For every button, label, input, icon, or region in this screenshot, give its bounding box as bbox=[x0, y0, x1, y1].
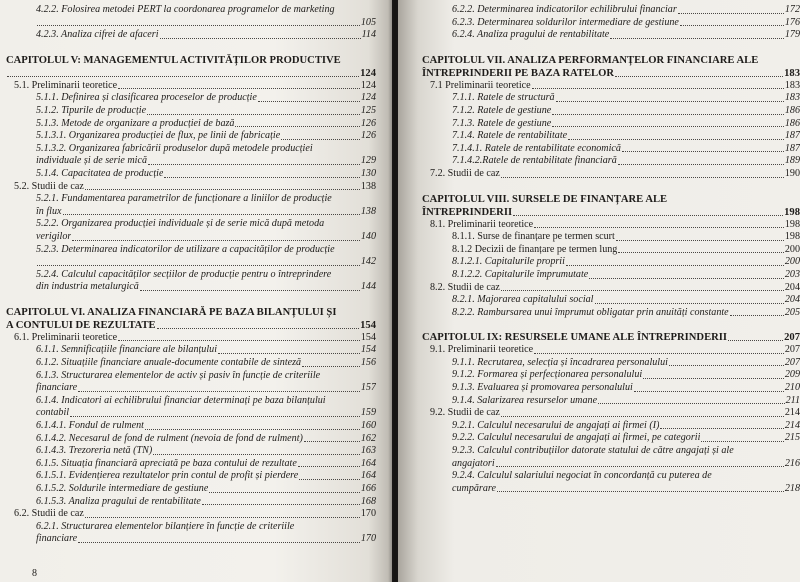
chapter-title-line2: A CONTULUI DE REZULTATE bbox=[6, 319, 156, 331]
dot-leader bbox=[118, 88, 360, 89]
dot-leader bbox=[157, 328, 359, 329]
toc-entry bbox=[6, 458, 376, 471]
right-page bbox=[398, 0, 800, 582]
dot-leader bbox=[37, 265, 360, 266]
toc-entry-page: 142 bbox=[360, 256, 376, 268]
chapter-9-entries bbox=[422, 344, 800, 495]
toc-entry-title: 8.2. Studii de caz bbox=[430, 281, 500, 293]
chapter-title: CAPITOLUL IX: RESURSELE UMANE ALE ÎNTREPRINDERII bbox=[422, 332, 728, 344]
toc-entry-page: 190 bbox=[784, 167, 800, 179]
toc-entry bbox=[422, 4, 800, 17]
toc-entry-title: 9.1.4. Salarizarea resurselor umane bbox=[452, 394, 598, 406]
dot-leader bbox=[513, 215, 783, 216]
toc-entry-title: 8.2.2. Rambursarea unui împrumut obligatar prin anuități constante bbox=[452, 306, 729, 318]
toc-entry bbox=[422, 17, 800, 30]
toc-entry bbox=[6, 370, 376, 383]
toc-entry-title: 6.1.4.2. Necesarul de fond de rulment (nevoia de fond de rulment) bbox=[36, 432, 303, 444]
chapter-title-line1: CAPITOLUL VIII. SURSELE DE FINANȚARE ALE bbox=[422, 193, 668, 205]
toc-entry bbox=[422, 369, 800, 382]
dot-leader bbox=[202, 504, 360, 505]
toc-entry-page: 214 bbox=[784, 407, 800, 419]
toc-entry-title: 5.1.3. Metode de organizare a producției de bază bbox=[36, 117, 235, 129]
toc-entry-title: 6.2.4. Analiza pragului de rentabilitate bbox=[452, 29, 610, 41]
dot-leader bbox=[534, 227, 784, 228]
toc-entry bbox=[6, 17, 376, 30]
dot-leader bbox=[680, 25, 784, 26]
toc-entry-page: 211 bbox=[785, 394, 800, 406]
chapter-8-entries bbox=[422, 219, 800, 320]
chapter-page: 183 bbox=[784, 67, 800, 79]
toc-entry-page: 207 bbox=[784, 356, 800, 368]
toc-entry bbox=[6, 470, 376, 483]
toc-entry-title: 8.1.2.2. Capitalurile împrumutate bbox=[452, 268, 589, 280]
dot-leader bbox=[281, 139, 360, 140]
toc-entry bbox=[422, 244, 800, 257]
dot-leader bbox=[7, 76, 359, 77]
left-top-entries bbox=[6, 4, 376, 42]
chapter-page: 198 bbox=[784, 206, 800, 218]
chapter-title-line1: CAPITOLUL VII. ANALIZA PERFORMANȚELOR FINANCIARE ALE bbox=[422, 54, 759, 66]
toc-entry-page: 209 bbox=[784, 369, 800, 381]
toc-entry-title: 5.1.3.1. Organizarea producției de flux, pe linii de fabricație bbox=[36, 130, 281, 142]
dot-leader bbox=[556, 101, 784, 102]
toc-entry-page: 205 bbox=[784, 306, 800, 318]
toc-entry bbox=[6, 181, 376, 194]
toc-entry-page: 204 bbox=[784, 281, 800, 293]
toc-entry-page: 183 bbox=[784, 92, 800, 104]
toc-entry bbox=[422, 344, 800, 357]
dot-leader bbox=[568, 139, 784, 140]
toc-entry-title: 6.1.5.2. Soldurile intermediare de gestiune bbox=[36, 483, 209, 494]
dot-leader bbox=[598, 403, 785, 404]
toc-entry-page: 159 bbox=[360, 407, 376, 419]
toc-entry-title: 5.2. Studii de caz bbox=[14, 180, 84, 192]
toc-entry bbox=[6, 80, 376, 93]
toc-entry-title: 8.1.2 Decizii de finanțare pe termen lung bbox=[452, 243, 618, 255]
toc-entry-page: 164 bbox=[360, 457, 376, 469]
toc-entry-title: 6.1.5.1. Evidențierea rezultatelor prin contul de profit și pierdere bbox=[36, 470, 299, 482]
toc-entry-page: 218 bbox=[784, 482, 800, 494]
dot-leader bbox=[595, 303, 784, 304]
toc-entry bbox=[422, 231, 800, 244]
toc-entry bbox=[422, 155, 800, 168]
toc-entry bbox=[6, 395, 376, 408]
toc-entry bbox=[6, 143, 376, 156]
dot-leader bbox=[147, 114, 360, 115]
toc-entry-page: 189 bbox=[784, 155, 800, 167]
toc-entry bbox=[422, 80, 800, 93]
dot-leader bbox=[566, 265, 784, 266]
toc-entry bbox=[6, 445, 376, 458]
toc-entry bbox=[422, 395, 800, 408]
chapter-title-line1: CAPITOLUL VI. ANALIZA FINANCIARĂ PE BAZA BILANȚULUI ȘI bbox=[6, 306, 337, 318]
toc-entry-page: 162 bbox=[360, 432, 376, 444]
chapter-6-heading bbox=[6, 306, 376, 332]
toc-entry bbox=[6, 118, 376, 131]
toc-entry-page: 114 bbox=[361, 29, 376, 41]
dot-leader bbox=[701, 441, 783, 442]
dot-leader bbox=[298, 466, 360, 467]
left-page bbox=[0, 0, 392, 582]
dot-leader bbox=[678, 13, 784, 14]
dot-leader bbox=[209, 492, 360, 493]
toc-entry-page: 126 bbox=[360, 117, 376, 129]
toc-entry bbox=[422, 420, 800, 433]
dot-leader bbox=[302, 366, 360, 367]
dot-leader bbox=[660, 428, 783, 429]
toc-entry bbox=[6, 206, 376, 219]
toc-entry-title: 5.1.3.2. Organizarea fabricării produselor după metodele producției bbox=[36, 142, 313, 154]
toc-entry bbox=[422, 105, 800, 118]
toc-entry-title: 7.1.4. Ratele de rentabilitate bbox=[452, 130, 568, 142]
toc-entry-page: 157 bbox=[360, 382, 376, 394]
toc-entry-title: 6.1.3. Structurarea elementelor de activ și pasiv în funcție de criteriile bbox=[36, 369, 321, 381]
toc-entry-title: 9.1.2. Formarea și perfecționarea personalului bbox=[452, 369, 643, 381]
toc-entry-title: 6.2.1. Structurarea elementelor bilanțiere în funcție de criteriile bbox=[36, 520, 295, 532]
toc-entry-page: 138 bbox=[360, 205, 376, 217]
dot-leader bbox=[610, 38, 784, 39]
dot-leader bbox=[85, 189, 360, 190]
toc-entry-title: 7.1 Preliminarii teoretice bbox=[430, 79, 531, 91]
chapter-title-line2: ÎNTREPRINDERII bbox=[422, 206, 513, 218]
dot-leader bbox=[615, 76, 783, 77]
dot-leader bbox=[118, 340, 360, 341]
toc-entry bbox=[422, 458, 800, 471]
dot-leader bbox=[534, 353, 784, 354]
dot-leader bbox=[78, 391, 360, 392]
toc-entry-page: 126 bbox=[360, 130, 376, 142]
toc-entry bbox=[6, 105, 376, 118]
dot-leader bbox=[501, 416, 784, 417]
dot-leader bbox=[304, 441, 360, 442]
dot-leader bbox=[164, 177, 359, 178]
toc-entry-title: 9.2.1. Calculul necesarului de angajați ai firmei (I) bbox=[452, 419, 660, 431]
toc-entry-title: 6.1.4.3. Trezoreria netă (TN) bbox=[36, 445, 153, 457]
toc-entry bbox=[6, 92, 376, 105]
chapter-9-heading bbox=[422, 331, 800, 344]
toc-entry-title: 5.1. Preliminarii teoretice bbox=[14, 79, 118, 91]
toc-entry-title: 9.1. Preliminarii teoretice bbox=[430, 344, 534, 356]
toc-entry-page: 204 bbox=[784, 294, 800, 306]
toc-entry bbox=[6, 344, 376, 357]
dot-leader bbox=[501, 177, 784, 178]
toc-entry-page: 170 bbox=[360, 508, 376, 520]
chapter-page: 154 bbox=[360, 319, 376, 331]
toc-entry bbox=[422, 382, 800, 395]
toc-entry-title: 6.1.5. Situația financiară apreciată pe baza contului de rezultate bbox=[36, 457, 297, 469]
toc-entry-page: 156 bbox=[360, 357, 376, 369]
toc-entry bbox=[422, 29, 800, 42]
chapter-page: 124 bbox=[360, 67, 376, 79]
toc-entry-page: 186 bbox=[784, 117, 800, 129]
toc-entry-title: 7.2. Studii de caz bbox=[430, 167, 500, 179]
chapter-5-entries bbox=[6, 80, 376, 294]
toc-entry bbox=[6, 521, 376, 534]
page-number: 8 bbox=[32, 568, 37, 579]
dot-leader bbox=[78, 542, 360, 543]
toc-entry bbox=[6, 218, 376, 231]
dot-leader bbox=[140, 290, 360, 291]
toc-entry-title: angajatori bbox=[452, 457, 495, 469]
toc-entry bbox=[6, 420, 376, 433]
toc-entry-title: 7.1.2. Ratele de gestiune bbox=[452, 104, 552, 116]
toc-entry-page: 210 bbox=[784, 382, 800, 394]
toc-entry-title: 6.2.2. Determinarea indicatorilor echilibrului financiar bbox=[452, 4, 677, 15]
toc-entry-page: 214 bbox=[784, 419, 800, 431]
toc-entry bbox=[6, 483, 376, 496]
toc-entry bbox=[6, 433, 376, 446]
toc-entry-title: 6.1.4.1. Fondul de rulment bbox=[36, 420, 144, 432]
toc-entry-title: 6.2.3. Determinarea soldurilor intermediare de gestiune bbox=[452, 16, 679, 28]
toc-entry-title: 5.2.3. Determinarea indicatorilor de utilizare a capacităților de producție bbox=[36, 243, 335, 255]
toc-entry-page: 203 bbox=[784, 268, 800, 280]
toc-entry-title: 9.2. Studii de caz bbox=[430, 407, 500, 419]
dot-leader bbox=[552, 126, 784, 127]
dot-leader bbox=[589, 278, 784, 279]
toc-entry bbox=[422, 256, 800, 269]
dot-leader bbox=[618, 252, 784, 253]
chapter-5-heading bbox=[6, 54, 376, 80]
toc-entry-page: 198 bbox=[784, 231, 800, 243]
toc-entry-title: 6.1.4. Indicatori ai echilibrului financiar determinați pe baza bilanțului bbox=[36, 394, 326, 406]
dot-leader bbox=[501, 290, 784, 291]
toc-entry-title: 5.2.2. Organizarea producției individuale și de serie mică după metoda bbox=[36, 218, 325, 230]
chapter-8-heading bbox=[422, 193, 800, 219]
chapter-7-entries bbox=[422, 80, 800, 181]
toc-entry-page: 144 bbox=[360, 281, 376, 293]
toc-entry bbox=[6, 231, 376, 244]
dot-leader bbox=[258, 101, 360, 102]
dot-leader bbox=[616, 240, 784, 241]
toc-entry-title: 6.1.1. Semnificațiile financiare ale bilanțului bbox=[36, 344, 218, 356]
toc-entry-page: 140 bbox=[360, 230, 376, 242]
toc-entry-title: verigilor bbox=[36, 230, 72, 242]
toc-entry-page: 125 bbox=[360, 104, 376, 116]
toc-entry bbox=[6, 244, 376, 257]
toc-entry-page: 215 bbox=[784, 432, 800, 444]
toc-entry-page: 124 bbox=[360, 79, 376, 91]
toc-entry-title: 4.2.3. Analiza cifrei de afaceri bbox=[36, 29, 159, 41]
toc-entry bbox=[422, 357, 800, 370]
dot-leader bbox=[643, 378, 784, 379]
toc-entry-title: 7.1.3. Ratele de gestiune bbox=[452, 117, 552, 129]
toc-entry-page: 164 bbox=[360, 470, 376, 482]
toc-entry bbox=[422, 483, 800, 496]
toc-entry bbox=[6, 155, 376, 168]
toc-entry bbox=[422, 307, 800, 320]
toc-entry-title: în flux bbox=[36, 205, 62, 217]
toc-entry-title: 5.2.1. Fundamentarea parametrilor de funcționare a liniilor de producție bbox=[36, 193, 332, 205]
dot-leader bbox=[148, 164, 360, 165]
toc-entry-page: 187 bbox=[784, 142, 800, 154]
toc-entry bbox=[6, 281, 376, 294]
toc-entry-page: 207 bbox=[784, 344, 800, 356]
dot-leader bbox=[72, 240, 360, 241]
dot-leader bbox=[622, 151, 784, 152]
chapter-title-line2: ÎNTREPRINDERII PE BAZA RATELOR bbox=[422, 67, 614, 79]
toc-entry-page: 216 bbox=[784, 457, 800, 469]
toc-entry bbox=[6, 533, 376, 546]
toc-entry-title: contabil bbox=[36, 407, 70, 419]
toc-entry bbox=[422, 282, 800, 295]
toc-entry-title: 8.1.1. Surse de finanțare pe termen scurt bbox=[452, 231, 615, 243]
dot-leader bbox=[669, 365, 784, 366]
toc-entry-title: 9.2.4. Calculul salariului negociat în concordanță cu puterea de bbox=[452, 470, 712, 482]
toc-entry-page: 200 bbox=[784, 243, 800, 255]
dot-leader bbox=[496, 466, 784, 467]
dot-leader bbox=[37, 25, 360, 26]
toc-entry bbox=[6, 496, 376, 509]
toc-entry-title: 7.1.4.1. Ratele de rentabilitate economică bbox=[452, 142, 621, 154]
dot-leader bbox=[618, 164, 784, 165]
dot-leader bbox=[63, 214, 360, 215]
toc-entry-page: 198 bbox=[784, 218, 800, 230]
toc-entry-title: financiare bbox=[36, 382, 78, 394]
toc-entry-page: 183 bbox=[784, 79, 800, 91]
toc-entry-page: 179 bbox=[784, 29, 800, 41]
toc-entry-page: 168 bbox=[360, 495, 376, 507]
toc-entry-page: 187 bbox=[784, 130, 800, 142]
toc-entry-page: 129 bbox=[360, 155, 376, 167]
toc-entry bbox=[6, 357, 376, 370]
toc-entry-title: 9.2.3. Calculul contribuțiilor datorate statului de către angajați și ale bbox=[452, 445, 734, 457]
toc-entry-page: 154 bbox=[360, 331, 376, 343]
toc-entry-page: 154 bbox=[360, 344, 376, 356]
toc-entry-title: 5.1.1. Definirea și clasificarea proceselor de producție bbox=[36, 92, 257, 104]
toc-entry-title: 8.1.2.1. Capitalurile proprii bbox=[452, 256, 565, 268]
chapter-page: 207 bbox=[784, 332, 800, 344]
toc-entry-title: din industria metalurgică bbox=[36, 281, 139, 293]
toc-entry-title: 9.2.2. Calculul necesarului de angajați ai firmei, pe categorii bbox=[452, 432, 701, 444]
toc-entry-title: 6.1. Preliminarii teoretice bbox=[14, 331, 118, 343]
toc-entry-page: 160 bbox=[360, 420, 376, 432]
dot-leader bbox=[153, 454, 360, 455]
toc-entry-page: 166 bbox=[360, 483, 376, 494]
toc-entry-page: 105 bbox=[360, 16, 376, 28]
toc-entry-title: 6.1.2. Situațiile financiare anuale-documente contabile de sinteză bbox=[36, 357, 302, 369]
toc-entry bbox=[422, 269, 800, 282]
toc-entry bbox=[422, 168, 800, 181]
toc-entry-title: 4.2.2. Folosirea metodei PERT la coordonarea programelor de marketing bbox=[36, 4, 335, 15]
dot-leader bbox=[299, 479, 360, 480]
toc-entry bbox=[422, 219, 800, 232]
toc-entry-title: 7.1.4.2.Ratele de rentabilitate financiară bbox=[452, 155, 617, 167]
toc-entry-title: 9.1.1. Recrutarea, selecția și încadrarea personalului bbox=[452, 356, 668, 368]
toc-entry-title: individuale și de serie mică bbox=[36, 155, 148, 167]
toc-entry-title: 8.1. Preliminarii teoretice bbox=[430, 218, 534, 230]
toc-entry-title: 8.2.1. Majorarea capitalului social bbox=[452, 294, 594, 306]
toc-entry bbox=[422, 445, 800, 458]
chapter-7-heading bbox=[422, 54, 800, 80]
toc-entry-title: 5.2.4. Calculul capacităților secțiilor de producție pentru o întreprindere bbox=[36, 268, 332, 280]
toc-entry bbox=[422, 143, 800, 156]
toc-entry bbox=[422, 294, 800, 307]
dot-leader bbox=[728, 340, 783, 341]
toc-entry bbox=[6, 29, 376, 42]
toc-entry bbox=[6, 407, 376, 420]
toc-entry-page: 176 bbox=[784, 16, 800, 28]
dot-leader bbox=[160, 38, 361, 39]
toc-entry bbox=[6, 130, 376, 143]
toc-entry-page: 138 bbox=[360, 180, 376, 192]
toc-entry bbox=[6, 168, 376, 181]
toc-entry bbox=[6, 4, 376, 17]
dot-leader bbox=[145, 429, 360, 430]
toc-entry-title: 5.1.2. Tipurile de producție bbox=[36, 104, 147, 116]
toc-entry-title: 7.1.1. Ratele de structură bbox=[452, 92, 555, 104]
toc-entry bbox=[422, 432, 800, 445]
toc-entry bbox=[422, 92, 800, 105]
toc-entry-page: 200 bbox=[784, 256, 800, 268]
right-top-entries bbox=[422, 4, 800, 42]
toc-entry bbox=[422, 118, 800, 131]
toc-entry-title: 9.1.3. Evaluarea și promovarea personalului bbox=[452, 382, 633, 394]
dot-leader bbox=[552, 114, 784, 115]
toc-entry bbox=[422, 407, 800, 420]
chapter-title: CAPITOLUL V: MANAGEMENTUL ACTIVITĂȚILOR PRODUCTIVE bbox=[6, 54, 341, 66]
toc-entry-title: financiare bbox=[36, 533, 78, 545]
toc-entry-page: 124 bbox=[360, 92, 376, 104]
toc-entry bbox=[6, 508, 376, 521]
dot-leader bbox=[532, 88, 784, 89]
toc-entry-title: cumpărare bbox=[452, 482, 496, 494]
toc-entry-page: 172 bbox=[784, 4, 800, 15]
toc-entry bbox=[6, 193, 376, 206]
dot-leader bbox=[85, 517, 360, 518]
dot-leader bbox=[730, 315, 784, 316]
dot-leader bbox=[634, 391, 784, 392]
toc-entry-page: 163 bbox=[360, 445, 376, 457]
toc-entry bbox=[6, 382, 376, 395]
toc-entry-page: 186 bbox=[784, 104, 800, 116]
dot-leader bbox=[70, 416, 360, 417]
dot-leader bbox=[218, 353, 360, 354]
toc-entry bbox=[422, 130, 800, 143]
toc-entry bbox=[422, 470, 800, 483]
toc-entry bbox=[6, 332, 376, 345]
toc-entry-title: 5.1.4. Capacitatea de producție bbox=[36, 167, 164, 179]
toc-entry bbox=[6, 256, 376, 269]
dot-leader bbox=[235, 126, 359, 127]
toc-entry-page: 130 bbox=[360, 167, 376, 179]
toc-entry-title: 6.1.5.3. Analiza pragului de rentabilitate bbox=[36, 495, 201, 507]
chapter-6-entries bbox=[6, 332, 376, 546]
toc-entry-title: 6.2. Studii de caz bbox=[14, 508, 84, 520]
dot-leader bbox=[497, 491, 784, 492]
toc-entry-page: 170 bbox=[360, 533, 376, 545]
toc-entry bbox=[6, 269, 376, 282]
